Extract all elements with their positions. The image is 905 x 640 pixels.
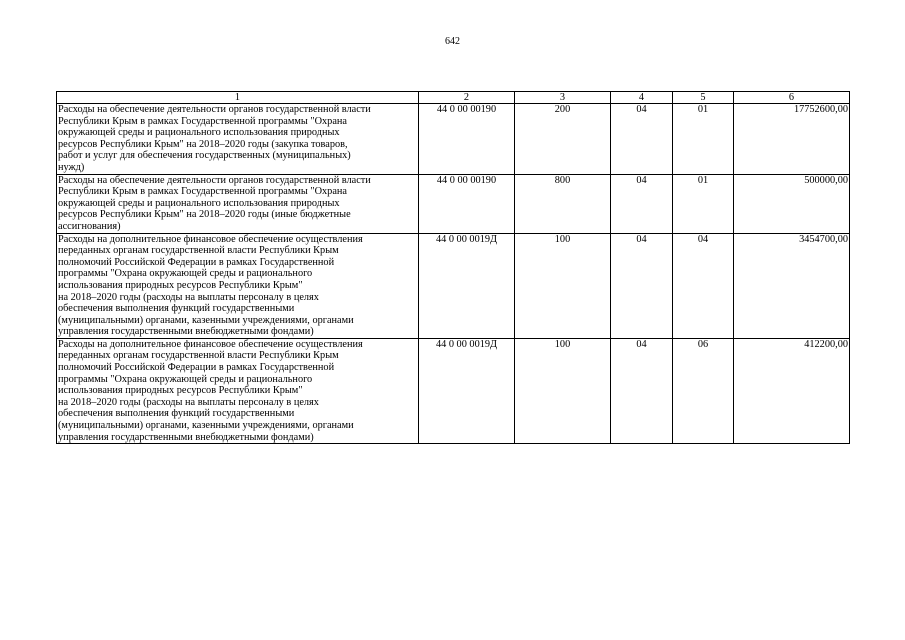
column-header: 6 bbox=[734, 92, 850, 104]
expense-description: Расходы на дополнительное финансовое обеспечение осуществления переданных органам государственной власти Республики Крым полномочий Российской Федерации в рамках Государственной программы "Охрана окружающей среды и рационального использования природных ресурсов Республики Крым" на 2018–2020 годы (расходы на выплаты персоналу в целях обеспечения выполнения функций государственными (муниципальными) органами, казенными учреждениями, органами управления государственными внебюджетными фондами) bbox=[57, 338, 419, 443]
column-header: 4 bbox=[611, 92, 673, 104]
amount: 17752600,00 bbox=[734, 104, 850, 175]
target-code: 44 0 00 00190 bbox=[419, 174, 515, 233]
table-row bbox=[57, 338, 850, 443]
target-code: 44 0 00 00190 bbox=[419, 104, 515, 175]
subsection-code: 01 bbox=[673, 104, 734, 175]
target-code: 44 0 00 0019Д bbox=[419, 233, 515, 338]
table-row bbox=[57, 233, 850, 338]
subsection-code: 04 bbox=[673, 233, 734, 338]
subsection-code: 01 bbox=[673, 174, 734, 233]
section-code: 04 bbox=[611, 233, 673, 338]
column-header: 2 bbox=[419, 92, 515, 104]
column-header: 5 bbox=[673, 92, 734, 104]
target-code: 44 0 00 0019Д bbox=[419, 338, 515, 443]
expense-type: 100 bbox=[515, 338, 611, 443]
section-code: 04 bbox=[611, 174, 673, 233]
expense-description: Расходы на дополнительное финансовое обеспечение осуществления переданных органам государственной власти Республики Крым полномочий Российской Федерации в рамках Государственной программы "Охрана окружающей среды и рационального использования природных ресурсов Республики Крым" на 2018–2020 годы (расходы на выплаты персоналу в целях обеспечения выполнения функций государственными (муниципальными) органами, казенными учреждениями, органами управления государственными внебюджетными фондами) bbox=[57, 233, 419, 338]
column-header: 3 bbox=[515, 92, 611, 104]
section-code: 04 bbox=[611, 104, 673, 175]
amount: 500000,00 bbox=[734, 174, 850, 233]
expense-description: Расходы на обеспечение деятельности органов государственной власти Республики Крым в рамках Государственной программы "Охрана окружающей среды и рационального использования природных ресурсов Республики Крым" на 2018–2020 годы (закупка товаров, работ и услуг для обеспечения государственных (муниципальных) нужд) bbox=[57, 104, 419, 175]
expense-type: 100 bbox=[515, 233, 611, 338]
expense-type: 800 bbox=[515, 174, 611, 233]
page-number: 642 bbox=[445, 36, 460, 47]
table-header-row bbox=[57, 92, 850, 104]
budget-table bbox=[56, 91, 850, 444]
column-header: 1 bbox=[57, 92, 419, 104]
amount: 412200,00 bbox=[734, 338, 850, 443]
table-row bbox=[57, 104, 850, 175]
subsection-code: 06 bbox=[673, 338, 734, 443]
expense-description: Расходы на обеспечение деятельности органов государственной власти Республики Крым в рамках Государственной программы "Охрана окружающей среды и рационального использования природных ресурсов Республики Крым" на 2018–2020 годы (иные бюджетные ассигнования) bbox=[57, 174, 419, 233]
table-row bbox=[57, 174, 850, 233]
expense-type: 200 bbox=[515, 104, 611, 175]
section-code: 04 bbox=[611, 338, 673, 443]
amount: 3454700,00 bbox=[734, 233, 850, 338]
